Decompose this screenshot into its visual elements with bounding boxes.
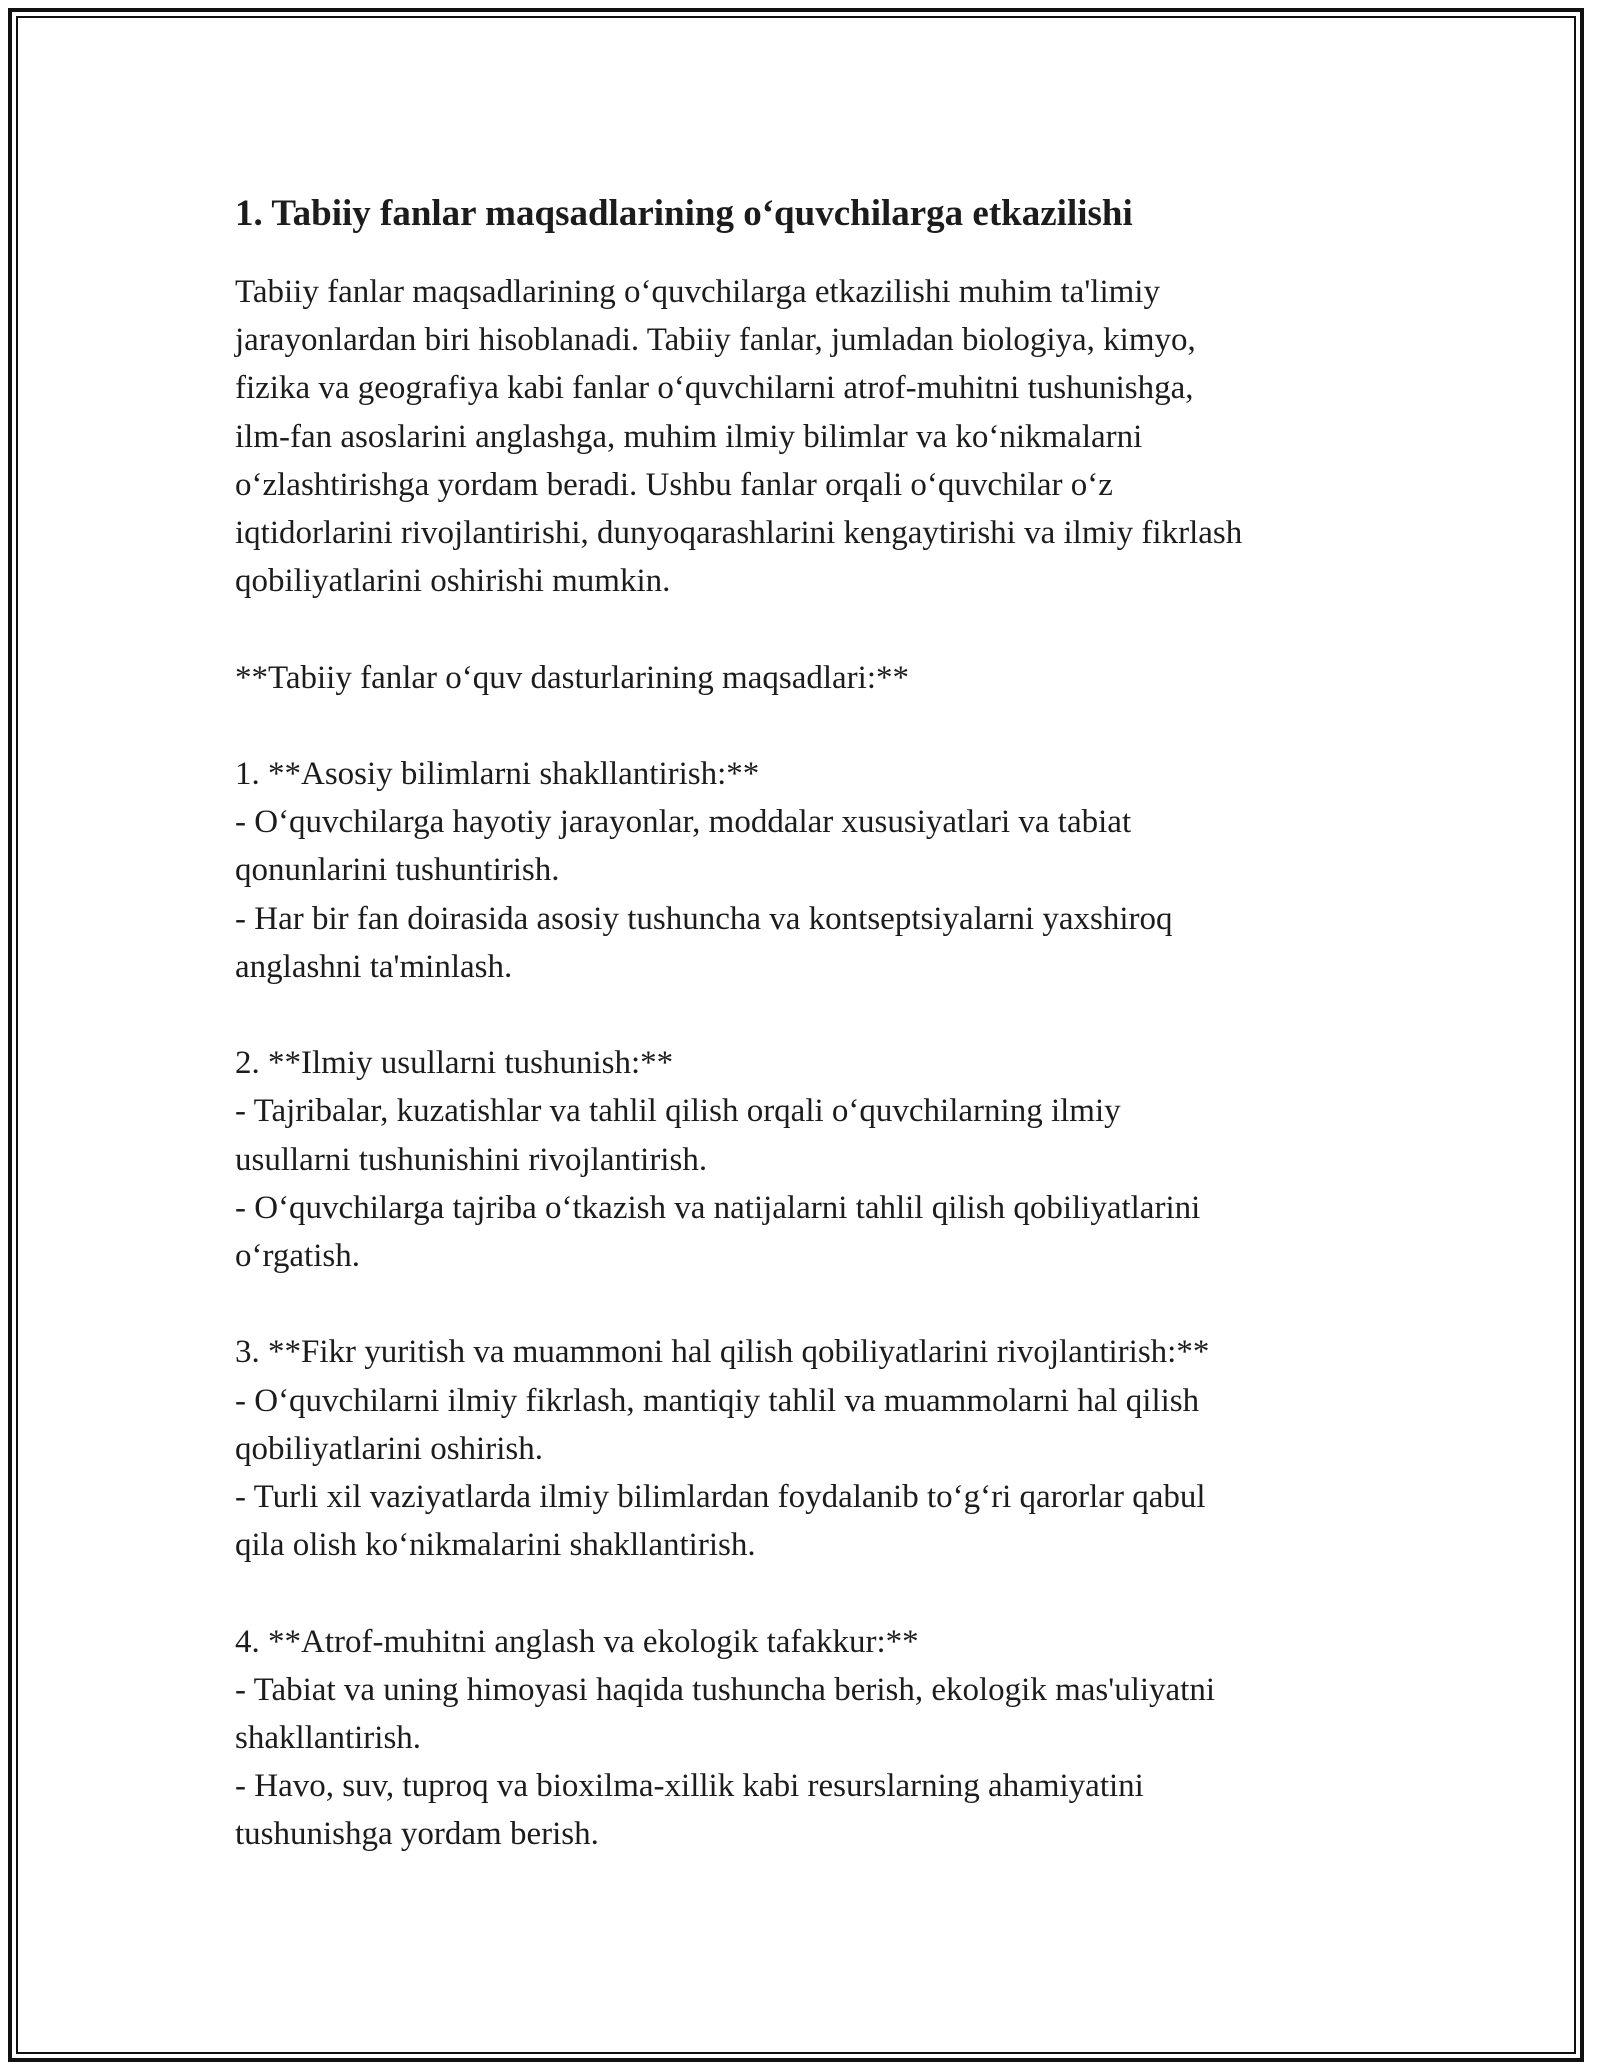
goal-section-4 [235, 1618, 1375, 1859]
goal-bullet: - O‘quvchilarni ilmiy fikrlash, mantiqiy tahlil va muammolarni hal qilish qobiliyatlarini oshirish. [235, 1382, 1200, 1467]
goal-title: 1. **Asosiy bilimlarni shakllantirish:** [235, 756, 760, 792]
goal-bullet: - Tabiat va uning himoyasi haqida tushuncha berish, ekologik mas'uliyatni shakllantirish. [235, 1671, 1216, 1757]
goal-bullet: - Har bir fan doirasida asosiy tushuncha va kontseptsiyalarni yaxshiroq anglashni ta'minlash. [235, 900, 1173, 985]
section-heading: 1. Tabiiy fanlar maqsadlarining o‘quvchilarga etkazilishi [235, 193, 1133, 234]
paragraph-gap [235, 991, 1375, 1039]
goal-section-1 [235, 750, 1375, 991]
paragraph-gap [235, 605, 1375, 653]
goal-bullet: - O‘quvchilarga tajriba o‘tkazish va natijalarni tahlil qilish qobiliyatlarini o‘rgatish. [235, 1189, 1201, 1275]
paragraph-gap [235, 702, 1375, 750]
document-body [235, 188, 1375, 1859]
goals-heading: **Tabiiy fanlar o‘quv dasturlarining maqsadlari:** [235, 659, 910, 696]
paragraph-gap [235, 1280, 1375, 1328]
paragraph-gap [235, 1569, 1375, 1617]
goal-title: 3. **Fikr yuritish va muammoni hal qilish qobiliyatlarini rivojlantirish:** [235, 1334, 1210, 1371]
goal-title: 2. **Ilmiy usullarni tushunish:** [235, 1045, 674, 1082]
goal-bullet: - Tajribalar, kuzatishlar va tahlil qilish orqali o‘quvchilarning ilmiy usullarni tushunishini rivojlantirish. [235, 1093, 1121, 1178]
goal-section-2 [235, 1039, 1375, 1280]
goal-title: 4. **Atrof-muhitni anglash va ekologik tafakkur:** [235, 1623, 919, 1660]
goal-bullet: - Havo, suv, tuproq va bioxilma-xillik kabi resurslarning ahamiyatini tushunishga yordam berish. [235, 1768, 1144, 1853]
goal-section-3 [235, 1328, 1375, 1569]
intro-paragraph: Tabiiy fanlar maqsadlarining o‘quvchilarga etkazilishi muhim ta'limiy jarayonlardan biri hisoblanadi. Tabiiy fanlar, jumladan biologiya, kimyo, fizika va geografiya kabi fanlar o‘quvchilarni atrof-muhitni tushunishga, ilm-fan asoslarini anglashga, muhim ilmiy bilimlar va ko‘nikmalarni o‘zlashtirishga yordam beradi. Ushbu fanlar orqali o‘quvchilar o‘z iqtidorlarini rivojlantirishi, dunyoqarashlarini kengaytirishi va ilmiy fikrlash qobiliyatlarini oshirishi mumkin. [235, 274, 1243, 600]
goal-bullet: - O‘quvchilarga hayotiy jarayonlar, moddalar xususiyatlari va tabiat qonunlarini tushuntirish. [235, 804, 1132, 889]
goal-bullet: - Turli xil vaziyatlarda ilmiy bilimlardan foydalanib to‘g‘ri qarorlar qabul qila olish ko‘nikmalarini shakllantirish. [235, 1479, 1206, 1564]
